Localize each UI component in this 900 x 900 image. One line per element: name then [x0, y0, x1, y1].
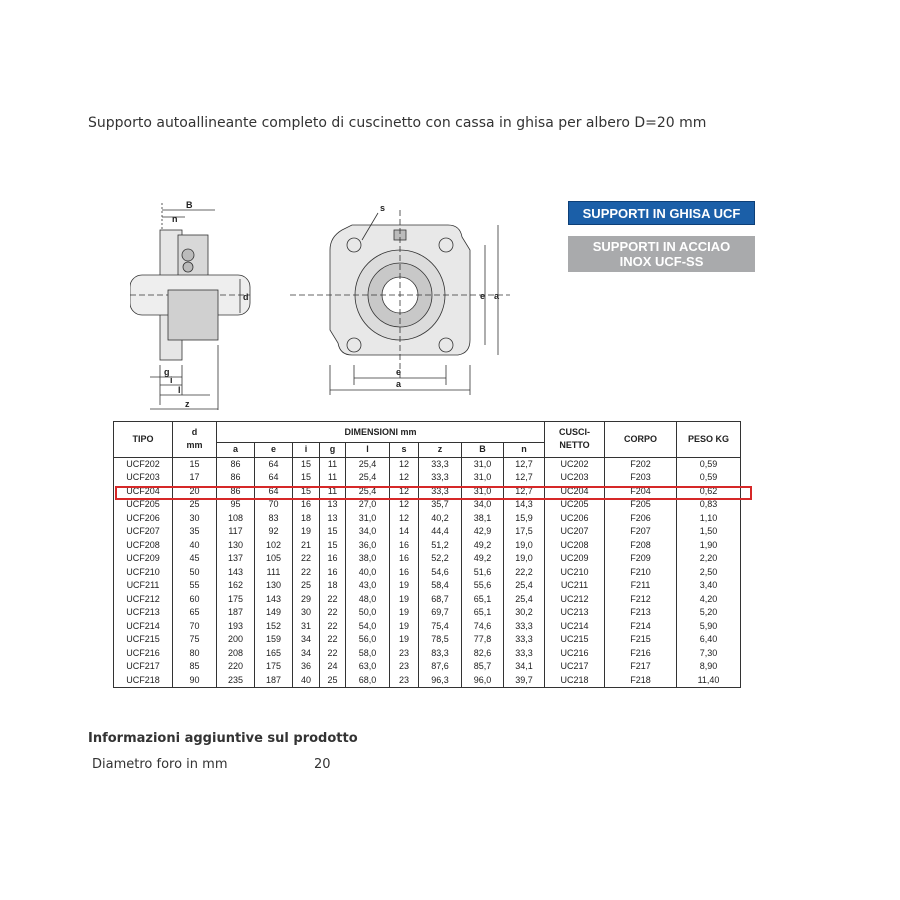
table-cell: 39,7: [504, 674, 545, 688]
table-cell: 58,4: [419, 579, 462, 593]
table-cell: 33,3: [419, 485, 462, 499]
table-cell: 15: [293, 485, 320, 499]
table-cell: F205: [605, 498, 677, 512]
table-cell: 13: [320, 498, 346, 512]
table-cell: 159: [255, 633, 293, 647]
table-cell: 17: [173, 471, 217, 485]
table-cell: 25,4: [346, 485, 390, 499]
table-cell: 6,40: [677, 633, 741, 647]
header-tipo: TIPO: [114, 422, 173, 458]
table-cell: UC205: [545, 498, 605, 512]
table-cell: 85: [173, 660, 217, 674]
table-cell: 36: [293, 660, 320, 674]
table-cell: UC209: [545, 552, 605, 566]
table-row: [114, 674, 741, 688]
table-cell: F213: [605, 606, 677, 620]
table-cell: F214: [605, 620, 677, 634]
table-row: [114, 552, 741, 566]
table-cell: 105: [255, 552, 293, 566]
dim-label-s: s: [380, 203, 386, 213]
technical-drawing: [130, 195, 530, 420]
table-cell: 30: [293, 606, 320, 620]
table-cell: 42,9: [462, 525, 504, 539]
table-row: [114, 498, 741, 512]
table-cell: 12: [390, 471, 419, 485]
table-cell: 83,3: [419, 647, 462, 661]
table-cell: 19: [390, 579, 419, 593]
table-cell: 87,6: [419, 660, 462, 674]
table-cell: 36,0: [346, 539, 390, 553]
table-cell: 12,7: [504, 471, 545, 485]
table-cell: 16: [320, 566, 346, 580]
table-cell: 22: [320, 620, 346, 634]
table-cell: UC207: [545, 525, 605, 539]
subheader-b: B: [462, 443, 504, 458]
table-cell: 25: [320, 674, 346, 688]
table-cell: 143: [217, 566, 255, 580]
table-cell: UCF206: [126, 512, 160, 523]
table-cell: 12: [390, 485, 419, 499]
table-cell: 19: [293, 525, 320, 539]
table-row: [114, 620, 741, 634]
table-cell: 15: [293, 471, 320, 485]
table-cell: 54,0: [346, 620, 390, 634]
table-cell: UCF211: [126, 580, 160, 591]
table-cell: 31,0: [462, 457, 504, 471]
table-cell: 34,0: [346, 525, 390, 539]
table-cell: UCF202: [126, 458, 160, 469]
header-cuscinetto: CUSCI- NETTO: [545, 422, 605, 458]
table-cell: F211: [605, 579, 677, 593]
table-cell: 30,2: [504, 606, 545, 620]
table-row: [114, 633, 741, 647]
table-cell: 15: [173, 457, 217, 471]
table-cell: 5,20: [677, 606, 741, 620]
table-cell: UCF205: [126, 499, 160, 510]
table-cell: 34,1: [504, 660, 545, 674]
table-cell: 235: [217, 674, 255, 688]
table-cell: 56,0: [346, 633, 390, 647]
table-cell: UC210: [545, 566, 605, 580]
table-cell: 22: [320, 606, 346, 620]
table-cell: 130: [217, 539, 255, 553]
table-cell: 208: [217, 647, 255, 661]
table-cell: 51,2: [419, 539, 462, 553]
table-cell: 64: [255, 471, 293, 485]
table-cell: 22: [320, 593, 346, 607]
table-cell: 12,7: [504, 485, 545, 499]
dim-label-e-vertical: e: [480, 291, 486, 301]
table-row: [114, 566, 741, 580]
table-cell: UCF213: [126, 607, 160, 618]
table-cell: 96,3: [419, 674, 462, 688]
table-cell: 16: [390, 552, 419, 566]
table-row: [114, 512, 741, 526]
table-cell: UC213: [545, 606, 605, 620]
table-row: [114, 593, 741, 607]
table-cell: 49,2: [462, 552, 504, 566]
table-cell: 50: [173, 566, 217, 580]
table-cell: 30: [173, 512, 217, 526]
table-cell: 33,3: [419, 457, 462, 471]
table-cell: 25: [173, 498, 217, 512]
table-cell: 85,7: [462, 660, 504, 674]
table-cell: 19: [390, 593, 419, 607]
table-cell: 55,6: [462, 579, 504, 593]
dim-label-a: a: [396, 379, 402, 389]
table-cell: UCF212: [126, 593, 160, 604]
table-cell: 2,20: [677, 552, 741, 566]
table-cell: 24: [320, 660, 346, 674]
table-cell: 82,6: [462, 647, 504, 661]
table-cell: 95: [217, 498, 255, 512]
product-description: Supporto autoallineante completo di cuscinetto con cassa in ghisa per albero D=20 mm: [88, 115, 707, 131]
table-cell: 65,1: [462, 606, 504, 620]
table-cell: 111: [255, 566, 293, 580]
table-cell: 48,0: [346, 593, 390, 607]
table-cell: 96,0: [462, 674, 504, 688]
table-cell: 35,7: [419, 498, 462, 512]
table-cell: 8,90: [677, 660, 741, 674]
table-cell: UCF215: [126, 634, 160, 645]
table-cell: 14,3: [504, 498, 545, 512]
table-cell: UC203: [545, 471, 605, 485]
table-cell: 40,0: [346, 566, 390, 580]
table-cell: UCF203: [126, 472, 160, 483]
table-cell: 3,40: [677, 579, 741, 593]
table-cell: 20: [173, 485, 217, 499]
table-cell: UCF218: [126, 674, 160, 685]
table-cell: 44,4: [419, 525, 462, 539]
table-cell: 23: [390, 660, 419, 674]
table-cell: UCF204: [126, 485, 160, 496]
table-cell: 12: [390, 512, 419, 526]
header-d: d mm: [173, 422, 217, 458]
table-row: [114, 660, 741, 674]
table-cell: UC216: [545, 647, 605, 661]
table-cell: 143: [255, 593, 293, 607]
table-cell: 19: [390, 620, 419, 634]
table-cell: 14: [390, 525, 419, 539]
table-row: [114, 525, 741, 539]
table-cell: 117: [217, 525, 255, 539]
table-cell: 34: [293, 633, 320, 647]
dim-label-d: d: [243, 292, 249, 302]
table-cell: 12: [390, 457, 419, 471]
table-cell: F208: [605, 539, 677, 553]
table-cell: 77,8: [462, 633, 504, 647]
table-cell: 22: [320, 647, 346, 661]
table-cell: 69,7: [419, 606, 462, 620]
table-cell: 4,20: [677, 593, 741, 607]
subheader-s: s: [390, 443, 419, 458]
table-cell: 83: [255, 512, 293, 526]
table-cell: 40,2: [419, 512, 462, 526]
header-dimensioni: DIMENSIONI mm: [217, 422, 545, 443]
dim-label-l: l: [178, 385, 181, 395]
table-cell: 54,6: [419, 566, 462, 580]
table-cell: 15: [320, 525, 346, 539]
table-cell: 19: [390, 606, 419, 620]
dim-label-a-vertical: a: [494, 291, 500, 301]
dim-label-B: B: [186, 200, 193, 210]
table-cell: 38,1: [462, 512, 504, 526]
table-cell: 25: [293, 579, 320, 593]
table-cell: UC217: [545, 660, 605, 674]
table-row: [114, 471, 741, 485]
table-cell: UC208: [545, 539, 605, 553]
table-cell: 25,4: [504, 593, 545, 607]
dim-label-g: g: [164, 367, 170, 377]
table-cell: UCF214: [126, 620, 160, 631]
table-cell: 74,6: [462, 620, 504, 634]
table-cell: 0,83: [677, 498, 741, 512]
table-cell: UC218: [545, 674, 605, 688]
table-cell: 130: [255, 579, 293, 593]
table-cell: F204: [605, 485, 677, 499]
table-cell: 31,0: [462, 485, 504, 499]
table-row: [114, 606, 741, 620]
table-cell: 40: [293, 674, 320, 688]
table-cell: UCF216: [126, 647, 160, 658]
table-cell: 45: [173, 552, 217, 566]
table-cell: 25,4: [346, 471, 390, 485]
table-cell: 19,0: [504, 552, 545, 566]
table-cell: 18: [320, 579, 346, 593]
header-peso: PESO KG: [677, 422, 741, 458]
table-cell: 220: [217, 660, 255, 674]
table-cell: 22,2: [504, 566, 545, 580]
dim-label-e: e: [396, 367, 402, 377]
table-cell: 40: [173, 539, 217, 553]
table-cell: 90: [173, 674, 217, 688]
table-cell: 86: [217, 457, 255, 471]
table-row: [114, 457, 741, 471]
table-cell: 193: [217, 620, 255, 634]
table-cell: 65,1: [462, 593, 504, 607]
side-view: [130, 203, 250, 410]
table-cell: 0,62: [677, 485, 741, 499]
supporti-acciaio-button[interactable]: [568, 236, 755, 272]
table-cell: UC211: [545, 579, 605, 593]
table-cell: 16: [320, 552, 346, 566]
table-cell: 12,7: [504, 457, 545, 471]
highlighted-row-frame: [115, 486, 752, 500]
table-cell: 58,0: [346, 647, 390, 661]
table-cell: 12: [390, 498, 419, 512]
table-cell: 38,0: [346, 552, 390, 566]
table-cell: 15: [320, 539, 346, 553]
subheader-e: e: [255, 443, 293, 458]
table-cell: 16: [390, 539, 419, 553]
table-cell: UC202: [545, 457, 605, 471]
table-cell: 31,0: [346, 512, 390, 526]
table-cell: 70: [255, 498, 293, 512]
table-cell: UC204: [545, 485, 605, 499]
table-cell: 33,3: [504, 633, 545, 647]
table-cell: 11: [320, 485, 346, 499]
specs-table: [113, 421, 741, 688]
table-cell: UC212: [545, 593, 605, 607]
table-cell: 22: [293, 566, 320, 580]
table-cell: 22: [320, 633, 346, 647]
table-cell: 0,59: [677, 471, 741, 485]
table-cell: UC215: [545, 633, 605, 647]
table-cell: 149: [255, 606, 293, 620]
table-cell: 19,0: [504, 539, 545, 553]
table-cell: F203: [605, 471, 677, 485]
table-cell: 16: [293, 498, 320, 512]
subheader-n: n: [504, 443, 545, 458]
table-cell: 70: [173, 620, 217, 634]
subheader-z: z: [419, 443, 462, 458]
table-cell: 86: [217, 485, 255, 499]
table-cell: 68,0: [346, 674, 390, 688]
table-cell: F216: [605, 647, 677, 661]
table-cell: 49,2: [462, 539, 504, 553]
table-cell: 17,5: [504, 525, 545, 539]
table-cell: 1,90: [677, 539, 741, 553]
table-cell: 34: [293, 647, 320, 661]
table-cell: 5,90: [677, 620, 741, 634]
table-cell: 64: [255, 485, 293, 499]
table-cell: 187: [217, 606, 255, 620]
table-cell: 7,30: [677, 647, 741, 661]
table-cell: 175: [217, 593, 255, 607]
table-cell: F212: [605, 593, 677, 607]
table-cell: UC214: [545, 620, 605, 634]
info-label-diametro: Diametro foro in mm: [92, 757, 228, 772]
dim-label-i: i: [170, 375, 173, 385]
table-cell: F206: [605, 512, 677, 526]
table-cell: 68,7: [419, 593, 462, 607]
table-cell: F209: [605, 552, 677, 566]
table-cell: 65: [173, 606, 217, 620]
table-cell: 55: [173, 579, 217, 593]
subheader-i: i: [293, 443, 320, 458]
subheader-l: l: [346, 443, 390, 458]
table-cell: 2,50: [677, 566, 741, 580]
table-cell: 86: [217, 471, 255, 485]
table-cell: 11: [320, 471, 346, 485]
table-cell: 63,0: [346, 660, 390, 674]
table-cell: F207: [605, 525, 677, 539]
table-row: [114, 539, 741, 553]
table-cell: F210: [605, 566, 677, 580]
table-cell: 51,6: [462, 566, 504, 580]
table-cell: 75: [173, 633, 217, 647]
table-cell: 25,4: [346, 457, 390, 471]
table-cell: 22: [293, 552, 320, 566]
table-cell: UCF207: [126, 526, 160, 537]
table-cell: F217: [605, 660, 677, 674]
acciaio-label-line2: INOX UCF-SS: [619, 254, 704, 269]
table-cell: F218: [605, 674, 677, 688]
table-cell: 64: [255, 457, 293, 471]
table-cell: 60: [173, 593, 217, 607]
table-cell: 11,40: [677, 674, 741, 688]
table-cell: 75,4: [419, 620, 462, 634]
table-cell: 18: [293, 512, 320, 526]
table-cell: 175: [255, 660, 293, 674]
table-cell: 21: [293, 539, 320, 553]
table-cell: 78,5: [419, 633, 462, 647]
table-cell: 108: [217, 512, 255, 526]
table-cell: 102: [255, 539, 293, 553]
table-cell: 137: [217, 552, 255, 566]
dim-label-z: z: [185, 399, 190, 409]
table-cell: UCF208: [126, 539, 160, 550]
table-cell: 50,0: [346, 606, 390, 620]
table-cell: 43,0: [346, 579, 390, 593]
table-row: [114, 647, 741, 661]
table-cell: UCF209: [126, 553, 160, 564]
table-cell: 27,0: [346, 498, 390, 512]
table-cell: 23: [390, 674, 419, 688]
table-cell: 16: [390, 566, 419, 580]
table-cell: UCF210: [126, 566, 160, 577]
table-cell: 19: [390, 633, 419, 647]
table-cell: 165: [255, 647, 293, 661]
table-cell: 29: [293, 593, 320, 607]
table-cell: 0,59: [677, 457, 741, 471]
table-cell: 80: [173, 647, 217, 661]
table-cell: UCF217: [126, 661, 160, 672]
supporti-ghisa-button[interactable]: SUPPORTI IN GHISA UCF: [568, 201, 755, 225]
table-cell: 13: [320, 512, 346, 526]
table-cell: UC206: [545, 512, 605, 526]
table-cell: 1,10: [677, 512, 741, 526]
table-cell: 35: [173, 525, 217, 539]
table-cell: 52,2: [419, 552, 462, 566]
table-cell: 15: [293, 457, 320, 471]
table-cell: 187: [255, 674, 293, 688]
acciaio-label-line1: SUPPORTI IN ACCIAO: [592, 239, 731, 254]
table-cell: F202: [605, 457, 677, 471]
info-value-diametro: 20: [314, 757, 331, 772]
table-cell: 31,0: [462, 471, 504, 485]
table-cell: 31: [293, 620, 320, 634]
dim-label-n: n: [172, 214, 178, 224]
subheader-g: g: [320, 443, 346, 458]
info-section-title: Informazioni aggiuntive sul prodotto: [88, 731, 358, 746]
table-cell: 11: [320, 457, 346, 471]
table-cell: 1,50: [677, 525, 741, 539]
table-cell: 33,3: [504, 647, 545, 661]
table-cell: 15,9: [504, 512, 545, 526]
table-cell: 25,4: [504, 579, 545, 593]
table-cell: 200: [217, 633, 255, 647]
header-corpo: CORPO: [605, 422, 677, 458]
table-cell: 23: [390, 647, 419, 661]
table-cell: 92: [255, 525, 293, 539]
table-cell: 33,3: [419, 471, 462, 485]
table-cell: F215: [605, 633, 677, 647]
table-cell: 33,3: [504, 620, 545, 634]
table-cell: 152: [255, 620, 293, 634]
table-cell: 34,0: [462, 498, 504, 512]
subheader-a: a: [217, 443, 255, 458]
table-cell: 162: [217, 579, 255, 593]
table-row: [114, 579, 741, 593]
